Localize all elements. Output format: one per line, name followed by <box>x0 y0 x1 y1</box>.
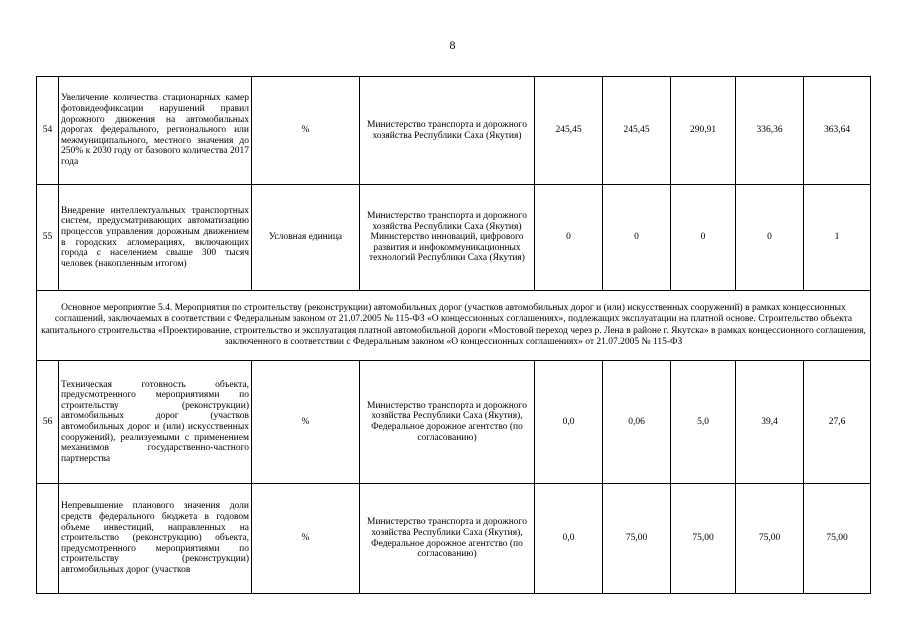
row-number <box>37 484 59 594</box>
table-row <box>37 185 871 291</box>
value-cell: 245,45 <box>603 77 671 185</box>
value-cell: 1 <box>804 185 871 291</box>
value-cell: 75,00 <box>603 484 671 594</box>
value-cell: 0 <box>603 185 671 291</box>
table-row <box>37 484 871 594</box>
value-cell: 0 <box>535 185 603 291</box>
unit-cell: % <box>252 484 360 594</box>
value-cell: 363,64 <box>804 77 871 185</box>
value-cell: 75,00 <box>671 484 736 594</box>
indicators-table <box>36 76 871 594</box>
unit-cell: Условная единица <box>252 185 360 291</box>
value-cell: 0,0 <box>535 484 603 594</box>
value-cell: 0,06 <box>603 361 671 484</box>
section-row <box>37 291 871 361</box>
row-number: 54 <box>37 77 59 185</box>
value-cell: 39,4 <box>736 361 804 484</box>
value-cell: 0 <box>671 185 736 291</box>
value-cell: 75,00 <box>736 484 804 594</box>
responsible-cell: Министерство транспорта и дорожного хозяйства Республики Саха (Якутия), Федеральное дорожное агентство (по согласованию) <box>360 361 535 484</box>
value-cell: 336,36 <box>736 77 804 185</box>
value-cell: 0,0 <box>535 361 603 484</box>
indicator-text: Техническая готовность объекта, предусмотренного мероприятиями по строительству (реконструкции) автомобильных дорог (участков автомобильных дорог и (или) искусственных сооружений), реализуемыми с применением механизмов государственно-частного партнерства <box>59 361 252 484</box>
row-number: 55 <box>37 185 59 291</box>
table-row <box>37 77 871 185</box>
indicator-text: Внедрение интеллектуальных транспортных систем, предусматривающих автоматизацию процессов управления дорожным движением в городских агломерациях, включающих города с населением свыше 300 тысяч человек (накопленным итогом) <box>59 185 252 291</box>
unit-cell: % <box>252 77 360 185</box>
table-row <box>37 361 871 484</box>
responsible-cell: Министерство транспорта и дорожного хозяйства Республики Саха (Якутия) Министерство инноваций, цифрового развития и инфокоммуникационных технологий Республики Саха (Якутия) <box>360 185 535 291</box>
value-cell: 245,45 <box>535 77 603 185</box>
value-cell: 27,6 <box>804 361 871 484</box>
unit-cell: % <box>252 361 360 484</box>
value-cell: 75,00 <box>804 484 871 594</box>
value-cell: 5,0 <box>671 361 736 484</box>
responsible-cell: Министерство транспорта и дорожного хозяйства Республики Саха (Якутия), Федеральное дорожное агентство (по согласованию) <box>360 484 535 594</box>
section-heading: Основное мероприятие 5.4. Мероприятия по строительству (реконструкции) автомобильных дорог (участков автомобильных дорог и (или) искусственных сооружений) в рамках концессионных соглашений, заключаемых в соответствии с Федеральным законом от 21.07.2005 № 115-ФЗ «О концессионных соглашениях», подлежащих эксплуатации на платной основе. Строительство объекта капитального строительства «Проектирование, строительство и эксплуатация платной автомобильной дороги «Мостовой переход через р. Лена в районе г. Якутска» в рамках концессионного соглашения, заключенного в соответствии с Федеральным законом «О концессионных соглашениях» от 21.07.2005 № 115-ФЗ <box>37 291 871 361</box>
page-number: 8 <box>449 38 456 52</box>
indicator-text: Непревышение планового значения доли средств федерального бюджета в годовом объеме инвестиций, направленных на строительство (реконструкцию) объекта, предусмотренного мероприятиями по строительству (реконструкции) автомобильных дорог (участков <box>59 484 252 594</box>
value-cell: 290,91 <box>671 77 736 185</box>
responsible-cell: Министерство транспорта и дорожного хозяйства Республики Саха (Якутия) <box>360 77 535 185</box>
row-number: 56 <box>37 361 59 484</box>
value-cell: 0 <box>736 185 804 291</box>
indicator-text: Увеличение количества стационарных камер фотовидеофиксации нарушений правил дорожного движения на автомобильных дорогах федерального, регионального или межмуниципального, местного значения до 250% к 2030 году от базового количества 2017 года <box>59 77 252 185</box>
